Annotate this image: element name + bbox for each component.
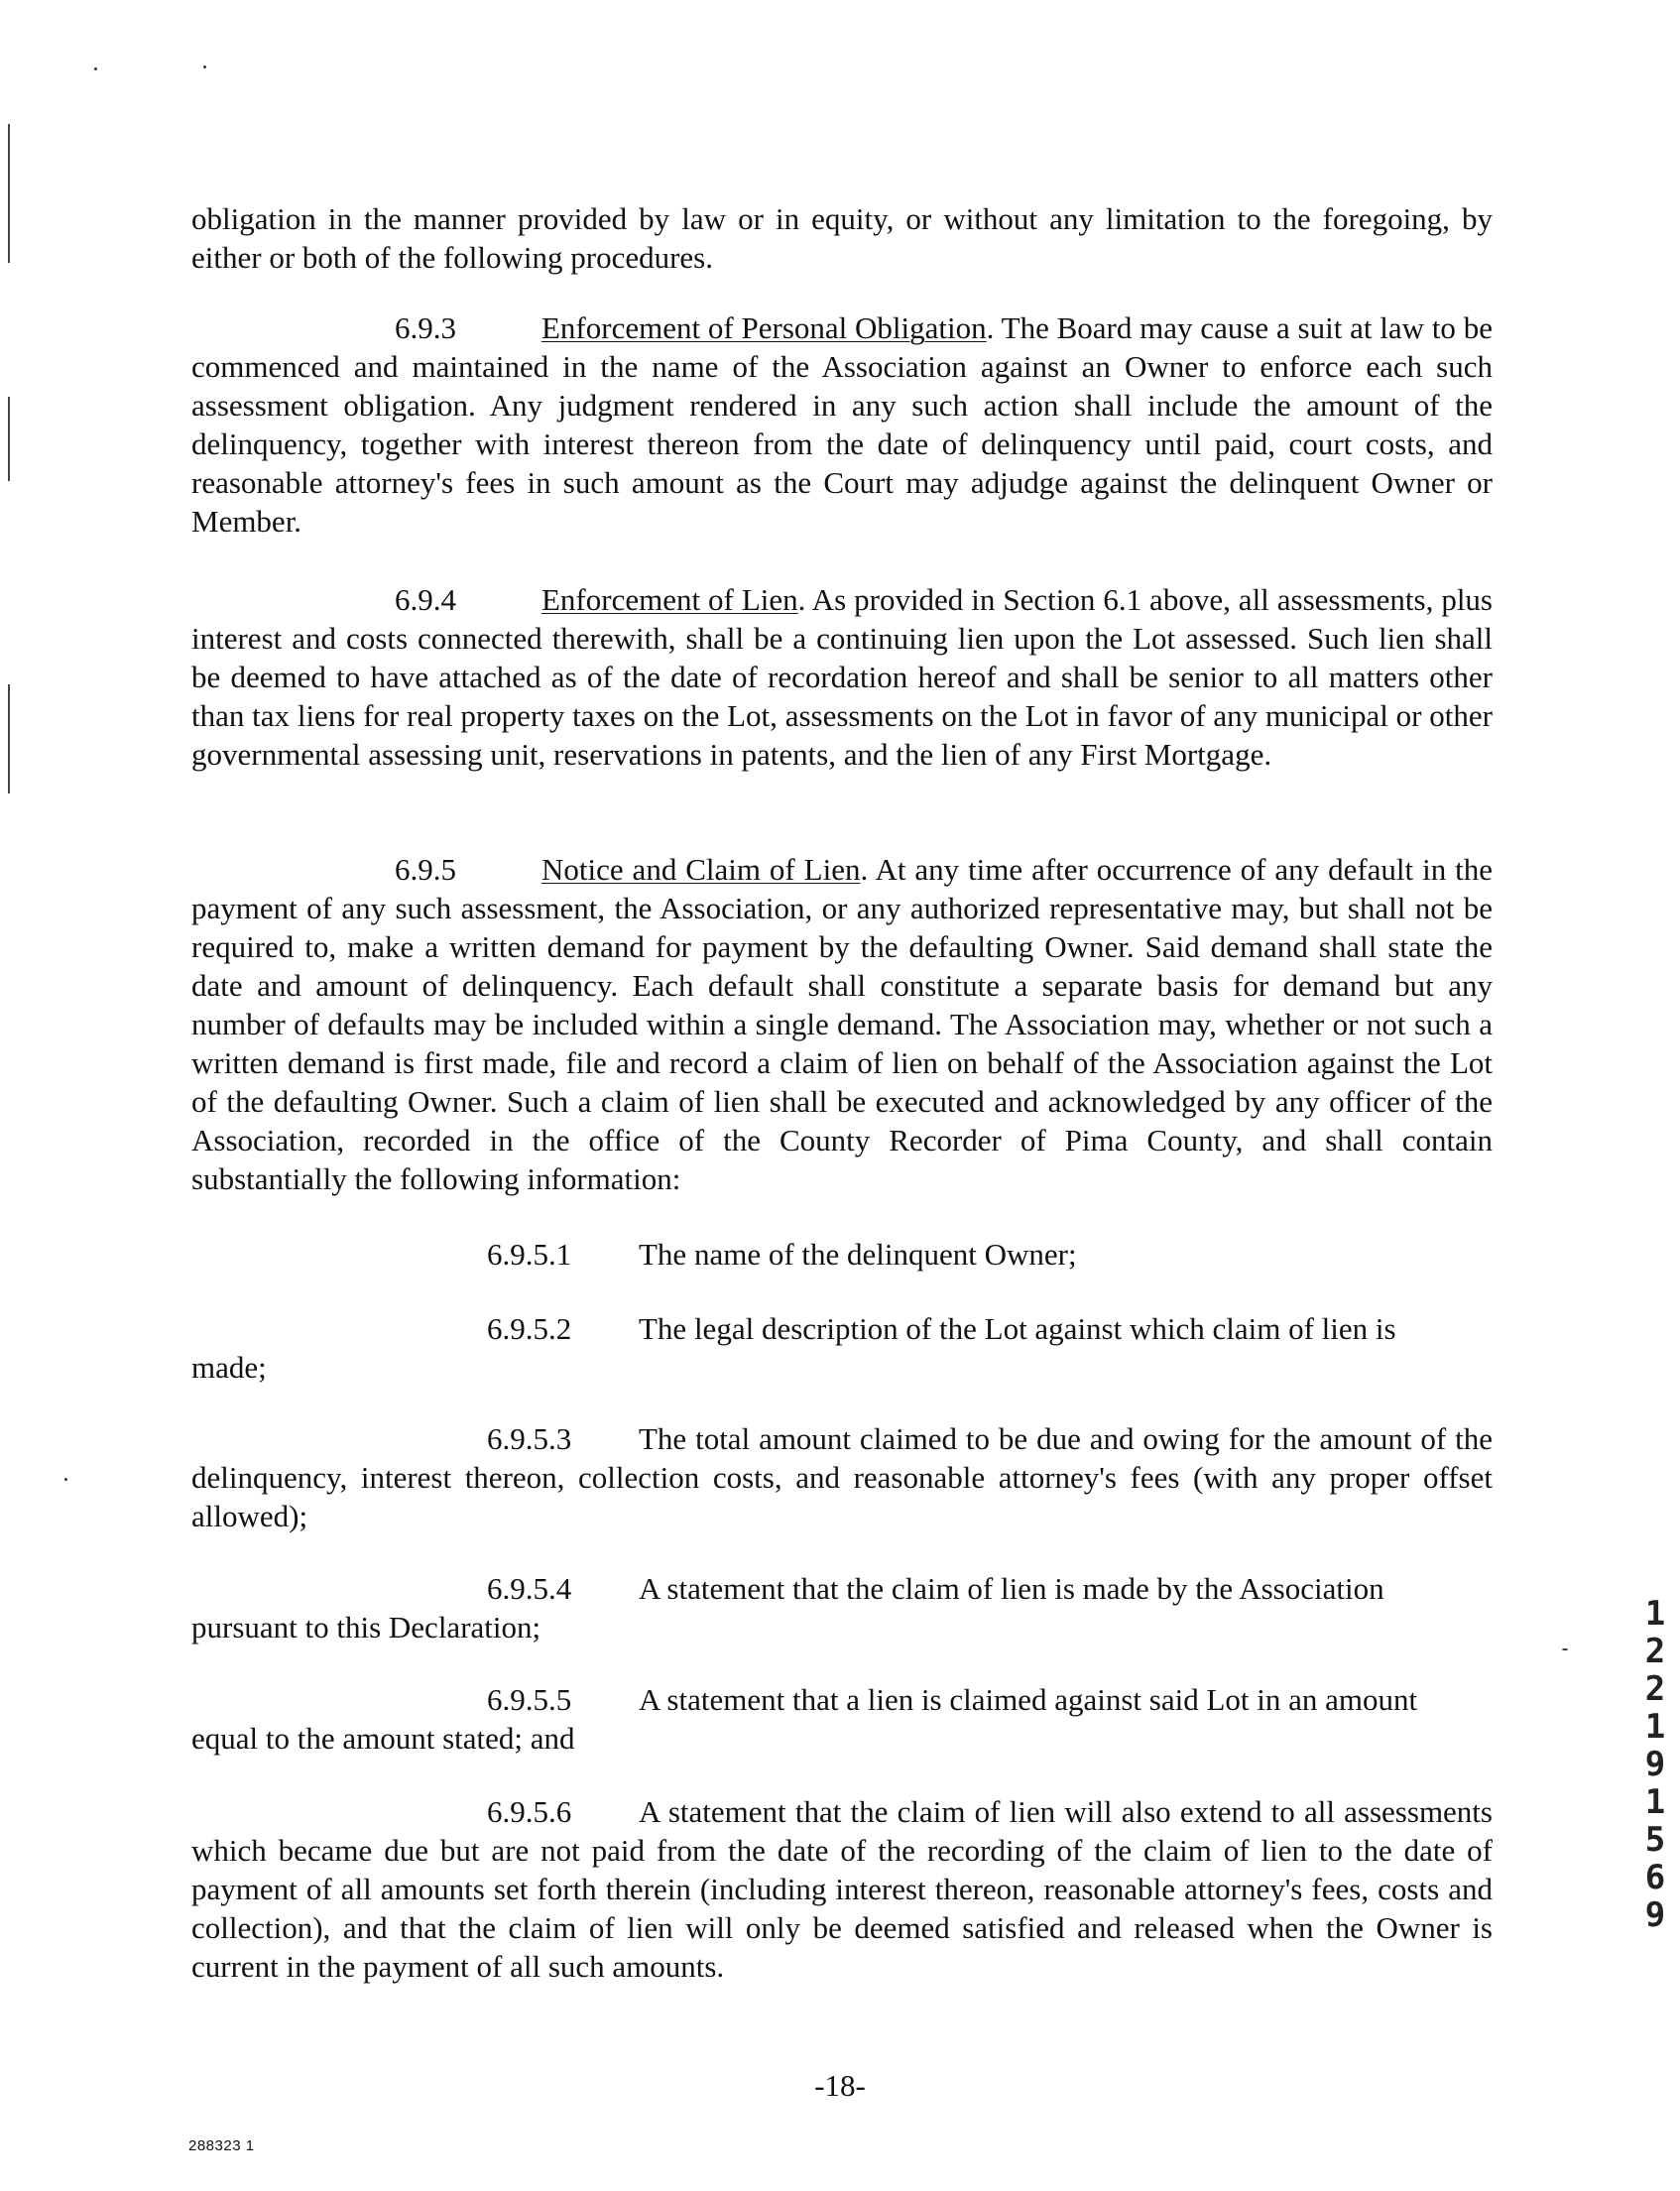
section-heading: Notice and Claim of Lien bbox=[541, 852, 861, 887]
section-heading: Enforcement of Lien bbox=[541, 582, 798, 617]
scan-margin-mark bbox=[8, 124, 10, 263]
section-6-9-5 bbox=[191, 850, 1493, 1198]
stamp-digit: 1 bbox=[1644, 1594, 1666, 1634]
stamp-digit: 2 bbox=[1644, 1632, 1666, 1671]
subsection-text: A statement that the claim of lien is made by the Association bbox=[639, 1571, 1384, 1606]
subsection-6-9-5-5 bbox=[487, 1680, 1417, 1719]
opening-paragraph: obligation in the manner provided by law or in equity, or without any limitation to the foregoing, by either or both of the following procedures. bbox=[191, 201, 1493, 275]
scan-margin-mark bbox=[8, 397, 10, 481]
subsection-continuation: made; bbox=[191, 1350, 267, 1385]
subsection-text: The legal description of the Lot against which claim of lien is bbox=[639, 1311, 1396, 1346]
subsection-6-9-5-4 bbox=[487, 1569, 1384, 1608]
subsection-6-9-5-3 bbox=[191, 1419, 1493, 1535]
section-number: 6.9.3 bbox=[395, 310, 456, 345]
stamp-digit: 5 bbox=[1644, 1820, 1666, 1860]
scan-speck bbox=[94, 67, 97, 70]
section-heading: Enforcement of Personal Obligation bbox=[541, 310, 987, 345]
subsection-text: A statement that a lien is claimed against said Lot in an amount bbox=[639, 1682, 1418, 1717]
subsection-6-9-5-6 bbox=[191, 1792, 1493, 1986]
section-6-9-4 bbox=[191, 580, 1493, 774]
recording-stamp bbox=[1638, 1595, 1672, 1934]
stamp-digit: 9 bbox=[1644, 1745, 1666, 1784]
section-body: . As provided in Section 6.1 above, all assessments, plus interest and costs connected therewith, shall be a continuing lien upon the Lot assessed. Such lien shall be deemed to have attached as of the date of recordation hereof and shall be senior to all matters other than tax liens for real property taxes on the Lot, assessments on the Lot in favor of any municipal or other governmental assessing unit, reservations in patents, and the lien of any First Mortgage. bbox=[191, 582, 1493, 772]
subsection-number: 6.9.5.4 bbox=[487, 1571, 572, 1606]
section-number: 6.9.4 bbox=[395, 582, 456, 617]
subsection-6-9-5-2 bbox=[487, 1309, 1396, 1348]
section-6-9-3 bbox=[191, 308, 1493, 541]
subsection-continuation: pursuant to this Declaration; bbox=[191, 1610, 541, 1644]
subsection-number: 6.9.5.6 bbox=[487, 1794, 572, 1829]
subsection-text: The name of the delinquent Owner; bbox=[639, 1237, 1077, 1272]
subsection-number: 6.9.5.1 bbox=[487, 1237, 572, 1272]
page-number: -18- bbox=[814, 2068, 866, 2103]
section-number: 6.9.5 bbox=[395, 852, 456, 887]
scan-speck bbox=[64, 1478, 67, 1481]
stamp-digit: 9 bbox=[1644, 1895, 1666, 1935]
stamp-digit: 1 bbox=[1644, 1782, 1666, 1822]
section-body: . The Board may cause a suit at law to be commenced and maintained in the name of the Association against an Owner to enforce each such assessment obligation. Any judgment rendered in any such action shall include the amount of the delinquency, together with interest thereon from the date of delinquency until paid, court costs, and reasonable attorney's fees in such amount as the Court may adjudge against the delinquent Owner or Member. bbox=[191, 310, 1493, 539]
subsection-text: A statement that the claim of lien will also extend to all assessments which became due but are not paid from the date of the recording of the claim of lien to the date of payment of all amounts set forth therein (including interest thereon, reasonable attorney's fees, costs and collection), and that the claim of lien will only be deemed satisfied and released when the Owner is current in the payment of all such amounts. bbox=[191, 1794, 1493, 1984]
subsection-number: 6.9.5.3 bbox=[487, 1421, 572, 1456]
document-id: 288323 1 bbox=[188, 2137, 255, 2154]
stamp-digit: 6 bbox=[1644, 1858, 1666, 1897]
stamp-digit: 2 bbox=[1644, 1669, 1666, 1709]
subsection-number: 6.9.5.2 bbox=[487, 1311, 572, 1346]
section-body: . At any time after occurrence of any default in the payment of any such assessment, the Association, or any authorized representative may, but shall not be required to, make a written demand for payment by the defaulting Owner. Said demand shall state the date and amount of delinquency. Each default shall constitute a separate basis for demand but any number of defaults may be included within a single demand. The Association may, whether or not such a written demand is first made, file and record a claim of lien on behalf of the Association against the Lot of the defaulting Owner. Such a claim of lien shall be executed and acknowledged by any officer of the Association, recorded in the office of the County Recorder of Pima County, and shall contain substantially the following information: bbox=[191, 852, 1493, 1196]
subsection-number: 6.9.5.5 bbox=[487, 1682, 572, 1717]
scan-margin-mark bbox=[8, 684, 10, 793]
stamp-digit: 1 bbox=[1644, 1707, 1666, 1747]
subsection-text: The total amount claimed to be due and owing for the amount of the delinquency, interest thereon, collection costs, and reasonable attorney's fees (with any proper offset allowed); bbox=[191, 1421, 1493, 1533]
scan-speck bbox=[203, 65, 206, 68]
subsection-6-9-5-1 bbox=[487, 1235, 1077, 1274]
scan-speck bbox=[1562, 1648, 1568, 1650]
subsection-continuation: equal to the amount stated; and bbox=[191, 1721, 575, 1756]
